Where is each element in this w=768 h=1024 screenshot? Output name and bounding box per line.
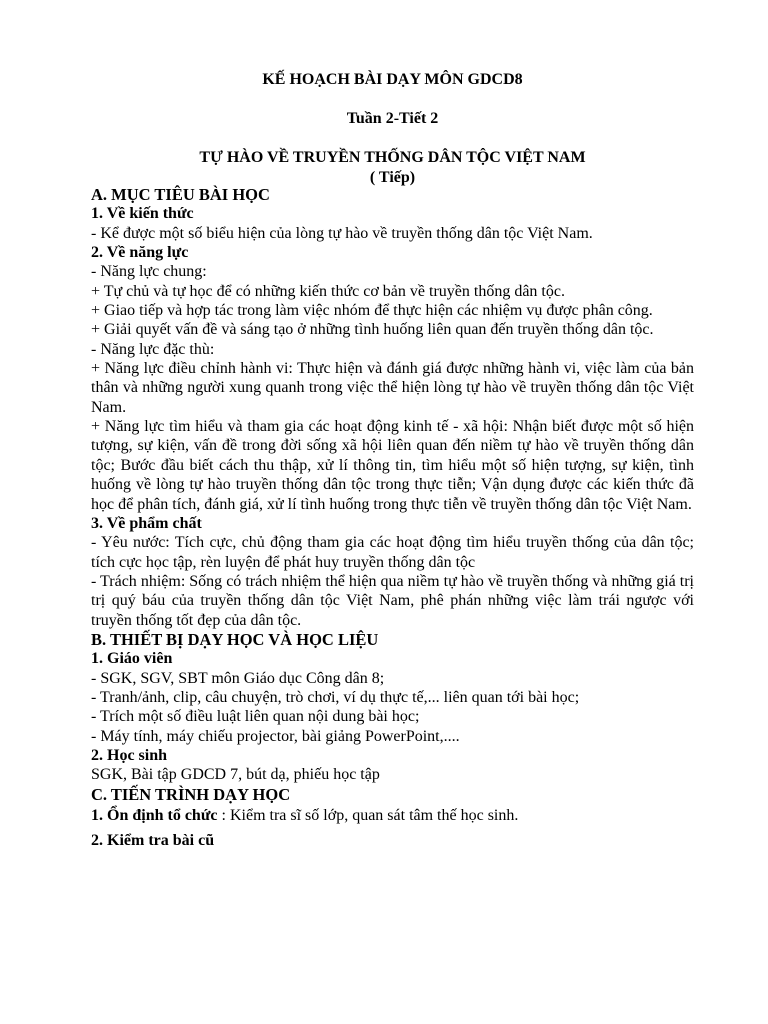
document-title: KẾ HOẠCH BÀI DẠY MÔN GDCD8: [262, 71, 523, 88]
quality-line: - Yêu nước: Tích cực, chủ động tham gia các hoạt động tìm hiểu truyền thống của dân tộc; tích cực học tập, rèn luyện để phát huy truyền thống dân tộc: [91, 534, 694, 571]
week-label: Tuần 2-Tiết 2: [346, 110, 439, 127]
competence-line: + Giải quyết vấn đề và sáng tạo ở những tình huống liên quan đến truyền thống dân tộc.: [91, 321, 654, 339]
section-c-heading: C. TIẾN TRÌNH DẠY HỌC: [91, 784, 291, 804]
quality-line: - Trách nhiệm: Sống có trách nhiệm thể hiện qua niềm tự hào về truyền thống và những giá trị trị quý báu của truyền thống dân tộc Việt Nam, phê phán những việc làm trái ngược với truyền thống tốt đẹp của dân tộc.: [91, 572, 694, 629]
competence-line: - Năng lực chung:: [91, 263, 207, 281]
competence-heading: 2. Về năng lực: [91, 244, 189, 262]
knowledge-line: - Kể được một số biểu hiện của lòng tự hào về truyền thống dân tộc Việt Nam.: [91, 224, 593, 242]
section-a-heading: A. MỤC TIÊU BÀI HỌC: [91, 185, 270, 204]
lesson-title: TỰ HÀO VỀ TRUYỀN THỐNG DÂN TỘC VIỆT NAM: [199, 149, 586, 166]
lesson-note: ( Tiếp): [369, 169, 416, 186]
competence-line: - Năng lực đặc thù:: [91, 340, 215, 358]
teacher-line: - Trích một số điều luật liên quan nội dung bài học;: [91, 708, 420, 726]
competence-line: + Giao tiếp và hợp tác trong làm việc nhóm để thực hiện các nhiệm vụ được phân công.: [91, 302, 653, 320]
teacher-heading: 1. Giáo viên: [91, 650, 173, 668]
teacher-line: - SGK, SGV, SBT môn Giáo dục Công dân 8;: [91, 669, 385, 687]
old-lesson-check-heading: 2. Kiểm tra bài cũ: [91, 832, 215, 850]
student-heading: 2. Học sinh: [91, 746, 168, 764]
section-b-heading: B. THIẾT BỊ DẠY HỌC VÀ HỌC LIỆU: [91, 629, 379, 649]
quality-heading: 3. Về phẩm chất: [91, 514, 202, 532]
competence-line: + Tự chủ và tự học để có những kiến thức cơ bản về truyền thống dân tộc.: [91, 282, 565, 300]
class-organization-label: 1. Ổn định tổ chức: [91, 807, 218, 824]
class-organization-item: [91, 806, 694, 825]
document-body: [91, 185, 694, 851]
competence-line: + Năng lực tìm hiểu và tham gia các hoạt động kinh tế - xã hội: Nhận biết được một số hiện tượng, sự kiện, vấn đề trong đời sống xã hội liên quan đến niềm tự hào về truyền thống dân tộc; Bước đầu biết cách thu thập, xử lí thông tin, tìm hiểu một số hiện tượng, sự kiện, tình huống về lòng tự hào truyền thống dân tộc trong thực tiễn; Vận dụng được các kiến thức đã học để phân tích, đánh giá, xử lí tình huống trong thực tiễn về truyền thống dân tộc Việt Nam.: [91, 418, 694, 513]
student-line: SGK, Bài tập GDCD 7, bút dạ, phiếu học tập: [91, 766, 380, 784]
knowledge-heading: 1. Về kiến thức: [91, 205, 194, 223]
teacher-line: - Tranh/ảnh, clip, câu chuyện, trò chơi, ví dụ thực tế,... liên quan tới bài học;: [91, 688, 580, 706]
competence-line: + Năng lực điều chỉnh hành vi: Thực hiện và đánh giá được những hành vi, việc làm của bản thân và những người xung quanh trong việc thể hiện lòng tự hào về truyền thống dân tộc Việt Nam.: [91, 360, 694, 416]
class-organization-text: : Kiểm tra sĩ số lớp, quan sát tâm thế học sinh.: [217, 807, 519, 824]
teacher-line: - Máy tính, máy chiếu projector, bài giảng PowerPoint,....: [91, 727, 460, 745]
